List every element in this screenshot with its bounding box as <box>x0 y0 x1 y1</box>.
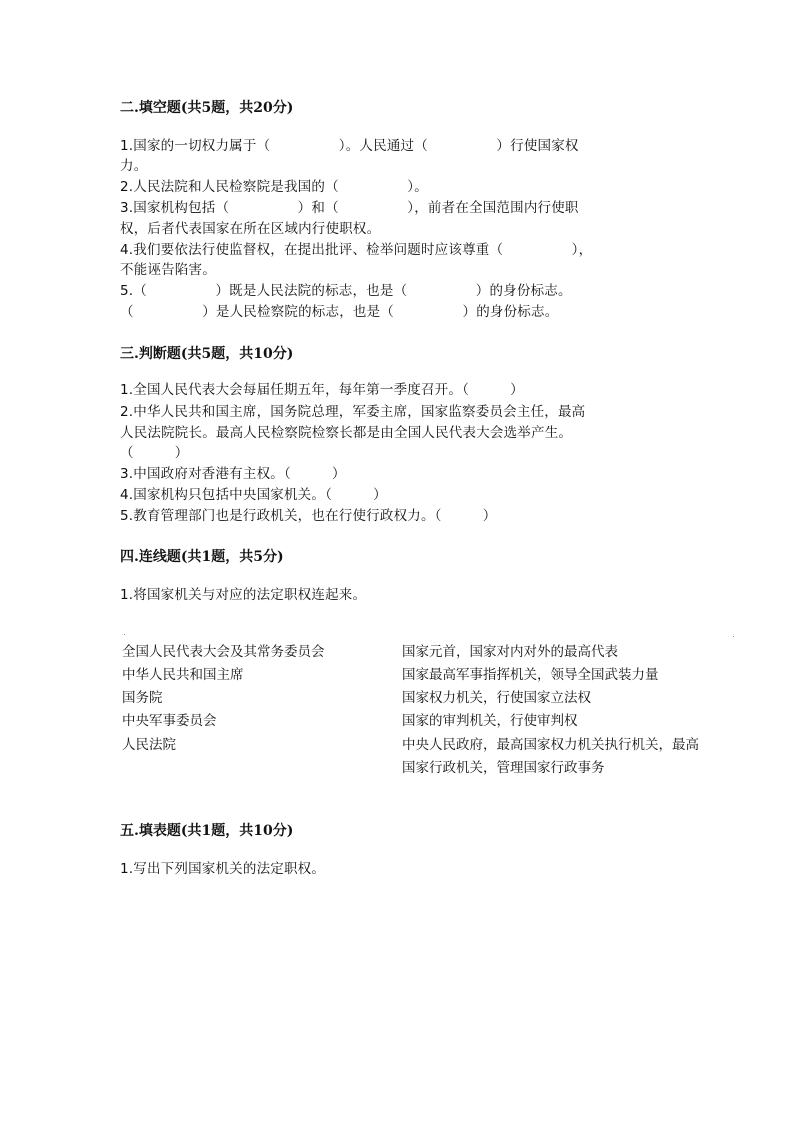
section-2-line: 不能诬告陷害。 <box>120 262 216 278</box>
section-2-line: 4.我们要依法行使监督权，在提出批评、检举问题时应该尊重（ ）， <box>120 242 593 258</box>
match-right-item: 国家行政机关，管理国家行政事务 <box>402 760 605 776</box>
section-3-line: （ ） <box>120 445 189 461</box>
section-2-line: 权，后者代表国家在所在区域内行使职权。 <box>120 221 381 237</box>
match-left-item: 中央军事委员会 <box>122 713 217 729</box>
table-corner-dot <box>124 634 125 635</box>
match-right-item: 中央人民政府，最高国家权力机关执行机关，最高 <box>402 737 699 753</box>
match-left-item: 全国人民代表大会及其常务委员会 <box>122 644 325 660</box>
match-left-item: 人民法院 <box>122 737 176 753</box>
section-5-question: 1.写出下列国家机关的法定职权。 <box>120 861 326 877</box>
section-2-line: 3.国家机构包括（ ）和（ ），前者在全国范围内行使职 <box>120 200 579 216</box>
section-3-line: 2.中华人民共和国主席，国务院总理，军委主席，国家监察委员会主任，最高 <box>120 404 586 420</box>
section-4-heading: 四.连线题(共1题，共5分) <box>120 549 284 565</box>
section-2-line: 2.人民法院和人民检察院是我国的（ ）。 <box>120 179 428 195</box>
match-left-item: 中华人民共和国主席 <box>122 667 244 683</box>
section-4-question: 1.将国家机关与对应的法定职权连起来。 <box>120 587 367 603</box>
section-5-heading: 五.填表题(共1题，共10分) <box>120 823 294 839</box>
table-corner-dot <box>733 636 734 637</box>
section-2-line: 5.（ ）既是人民法院的标志，也是（ ）的身份标志。 <box>120 283 572 299</box>
section-2-line: 1.国家的一切权力属于（ ）。人民通过（ ）行使国家权 <box>120 138 579 154</box>
section-2-line: 力。 <box>120 158 148 174</box>
match-right-item: 国家最高军事指挥机关，领导全国武装力量 <box>402 667 659 683</box>
section-3-line: 3.中国政府对香港有主权。（ ） <box>120 466 346 482</box>
section-3-heading: 三.判断题(共5题，共10分) <box>120 346 294 362</box>
match-left-item: 国务院 <box>122 690 163 706</box>
section-3-line: 4.国家机构只包括中央国家机关。（ ） <box>120 487 387 503</box>
section-3-line: 5.教育管理部门也是行政机关，也在行使行政权力。（ ） <box>120 508 497 524</box>
match-right-item: 国家权力机关，行使国家立法权 <box>402 690 591 706</box>
section-3-line: 人民法院院长。最高人民检察院检察长都是由全国人民代表大会选举产生。 <box>120 425 573 441</box>
match-right-item: 国家元首，国家对内对外的最高代表 <box>402 644 618 660</box>
section-2-heading: 二.填空题(共5题，共20分) <box>120 100 294 116</box>
section-3-line: 1.全国人民代表大会每届任期五年，每年第一季度召开。（ ） <box>120 382 524 398</box>
section-2-line: （ ）是人民检察院的标志，也是（ ）的身份标志。 <box>120 304 559 320</box>
match-right-item: 国家的审判机关，行使审判权 <box>402 713 578 729</box>
